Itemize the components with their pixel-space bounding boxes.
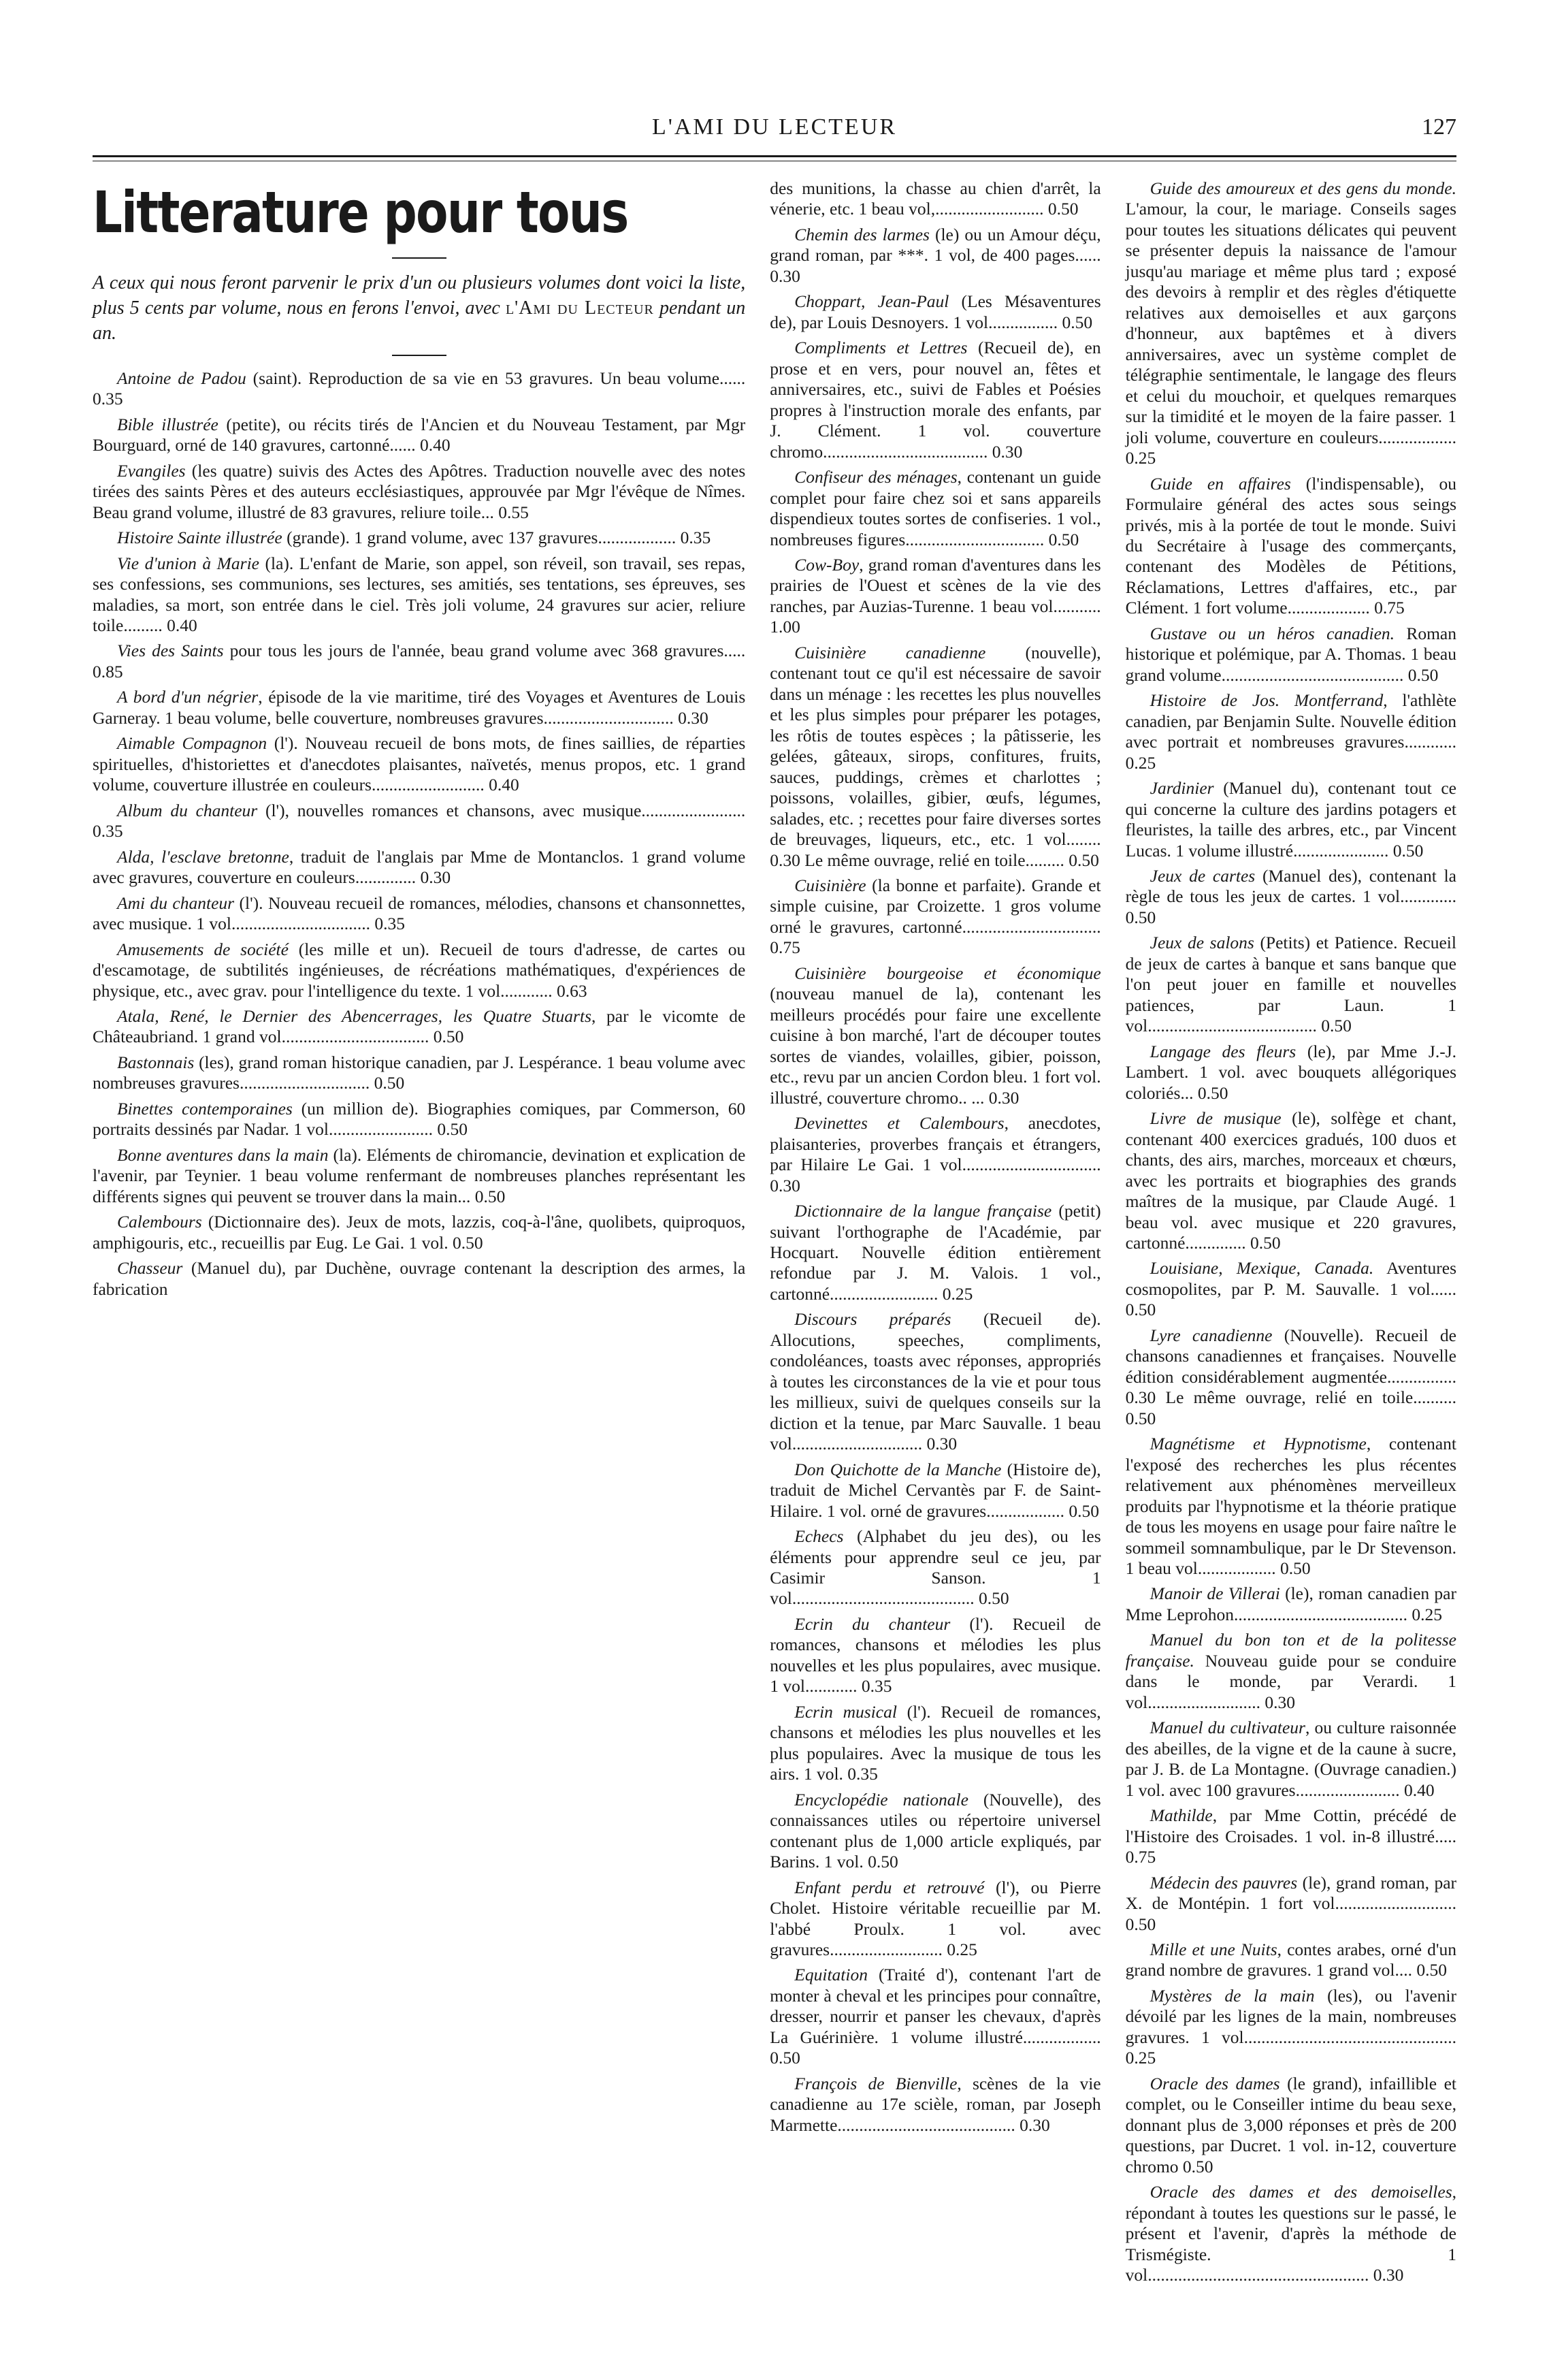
columns bbox=[93, 178, 1456, 2350]
entry-description: (la). L'enfant de Marie, son appel, son réveil, son travail, ses repas, ses confessions, ses communions, ses lectures, ses amitiés, ses tentations, ses épreuves, ses maladies, sa mort, son entrée dans le ciel. Très joli volume, 24 gravures sur acier, reliure toile......... 0.40 bbox=[93, 553, 746, 636]
header-rule bbox=[93, 155, 1456, 157]
entry-description: (Manuel du), contenant tout ce qui concerne la culture des jardins potagers et fleuristes, la taille des arbres, etc., par Vincent Lucas. 1 volume illustré...................... 0.50 bbox=[1125, 778, 1456, 861]
entry-title: Histoire de Jos. Montferrand bbox=[1149, 690, 1384, 711]
entry-title: Jeux de salons bbox=[1149, 933, 1254, 953]
entry-description: (Recueil de), en prose et en vers, pour nouvel an, fêtes et anniversaires, etc., suivi de Fables et Poésies propres à l'instruction morale des enfants, par J. Clément. 1 vol. couverture chromo...................................... 0.30 bbox=[770, 338, 1101, 462]
column-middle bbox=[770, 178, 1100, 2350]
catalogue-entry bbox=[1126, 1583, 1456, 1625]
entry-title: Cuisinière canadienne bbox=[794, 642, 986, 662]
catalogue-entry bbox=[93, 1099, 745, 1140]
entry-title: Magnétisme et Hypnotisme bbox=[1149, 1434, 1367, 1454]
entry-description: (Dictionnaire des). Jeux de mots, lazzis, coq-à-l'âne, quolibets, quiproquos, amphigouris, etc., recueillis par Eug. Le Gai. 1 vol. 0.50 bbox=[93, 1212, 746, 1253]
catalogue-entry bbox=[93, 1052, 745, 1094]
entry-title: Aimable Compagnon bbox=[117, 733, 267, 754]
entry-title: Discours préparés bbox=[794, 1309, 951, 1330]
entry-description: (le), grand roman, par X. de Montépin. 1 fort vol............................ 0.50 bbox=[1125, 1872, 1456, 1934]
entry-title: Ecrin musical bbox=[794, 1701, 897, 1722]
entry-description: (le grand), infaillible et complet, ou le Conseiller intime du beau sexe, donnant plus de 3,000 réponses et près de 200 questions, par Ducret. 1 vol. in-12, couverture chromo 0.50 bbox=[1125, 2073, 1456, 2176]
catalogue-entry bbox=[93, 528, 745, 548]
column-right bbox=[1126, 178, 1456, 2350]
catalogue-entry bbox=[770, 963, 1100, 1108]
entry-description: (nouveau manuel de la), contenant les meilleurs procédés pour faire une excellente cuisine à bon marché, l'art de découper toutes sortes de viandes, volailles, gibier, poisson, etc., revu par un ancien Cordon bleu. 1 fort vol. illustré, couverture chromo.. ... 0.30 bbox=[770, 984, 1101, 1108]
catalogue-entry bbox=[1126, 690, 1456, 773]
entry-title: Manuel du cultivateur bbox=[1149, 1718, 1305, 1738]
catalogue-entry bbox=[770, 2074, 1100, 2136]
intro-text-end: pendant un an. bbox=[93, 297, 746, 344]
intro-text: A ceux qui nous feront parvenir le prix d'un ou plusieurs volumes dont voici la liste, plus 5 cents par volume, nous en ferons l'envoi, avec bbox=[93, 272, 746, 319]
entry-description: (Petits) et Patience. Recueil de jeux de cartes à banque et sans banque que l'on peut jouer en famille et nouvelles patiences, par Laun. 1 vol....................................... 0.50 bbox=[1125, 933, 1456, 1036]
entry-title: Amusements de société bbox=[117, 939, 289, 959]
section-title: Litterature pour tous bbox=[93, 179, 628, 246]
entry-title: Manoir de Villerai bbox=[1149, 1583, 1280, 1604]
catalogue-entry bbox=[770, 178, 1100, 220]
catalogue-entry bbox=[1126, 1986, 1456, 2069]
entry-title: Evangiles bbox=[117, 460, 186, 481]
entry-description: , contes arabes, orné d'un grand nombre de gravures. 1 grand vol.... 0.50 bbox=[1125, 1939, 1456, 1980]
catalogue-entry bbox=[770, 1201, 1100, 1304]
entry-description: , l'athlète canadien, par Benjamin Sulte. Nouvelle édition avec portrait et nombreuses gravures............ 0.25 bbox=[1125, 690, 1456, 773]
entry-description: (le) ou un Amour déçu, grand roman, par ***. 1 vol, de 400 pages...... 0.30 bbox=[770, 224, 1101, 286]
entry-title: Oracle des dames bbox=[1149, 2073, 1280, 2093]
catalogue-entry bbox=[770, 338, 1100, 462]
entry-description: Aventures cosmopolites, par P. M. Sauvalle. 1 vol...... 0.50 bbox=[1125, 1258, 1456, 1320]
entry-description: (les quatre) suivis des Actes des Apôtres. Traduction nouvelle avec des notes tirées des saints Pères et des auteurs ecclésiastiques, approuvée par Mgr l'évêque de Nîmes. Beau grand volume, illustré de 83 gravures, reliure toile... 0.55 bbox=[93, 460, 746, 522]
entry-description: , par le vicomte de Châteaubriand. 1 grand vol.................................. 0.50 bbox=[93, 1006, 746, 1047]
entry-description: (grande). 1 grand volume, avec 137 gravures.................. 0.35 bbox=[282, 528, 711, 548]
catalogue-entry bbox=[93, 893, 745, 935]
entry-title: Bastonnais bbox=[117, 1052, 195, 1072]
catalogue-entry bbox=[1126, 624, 1456, 686]
catalogue-entry bbox=[93, 687, 745, 728]
entry-description: (les mille et un). Recueil de tours d'adresse, de cartes ou d'escamotage, de subtilités ingénieuses, de récréations mathématiques, d'expériences de physique, etc., avec grav. pour l'intelligence du texte. 1 vol............ 0.63 bbox=[93, 939, 746, 1001]
entry-description: (Manuel des), contenant la règle de tous les jeux de cartes. 1 vol............. 0.50 bbox=[1125, 866, 1456, 927]
entry-title: Dictionnaire de la langue française bbox=[794, 1201, 1052, 1221]
catalogue-entry bbox=[770, 643, 1100, 871]
entry-title: Bonne aventures dans la main bbox=[117, 1144, 329, 1165]
entry-description: Nouveau guide pour se conduire dans le monde, par Verardi. 1 vol.......................... 0.30 bbox=[1125, 1650, 1456, 1712]
entry-description: (Nouvelle), des connaissances utiles ou répertoire universel contenant plus de 1,000 article expliqués, par Barins. 1 vol. 0.50 bbox=[770, 1789, 1101, 1872]
entry-title: Mathilde bbox=[1149, 1805, 1213, 1826]
catalogue-entry bbox=[93, 733, 745, 795]
entry-title: Don Quichotte de la Manche bbox=[794, 1459, 1002, 1479]
entry-title: Mystères de la main bbox=[1149, 1985, 1315, 2006]
catalogue-entry bbox=[93, 368, 745, 410]
catalogue-entry bbox=[93, 641, 745, 682]
catalogue-entry bbox=[770, 1790, 1100, 1873]
catalogue-entry bbox=[770, 1702, 1100, 1785]
catalogue-entry bbox=[1126, 474, 1456, 619]
catalogue-entry bbox=[1126, 866, 1456, 928]
entry-title: Ecrin du chanteur bbox=[794, 1613, 951, 1634]
entry-description: (Histoire de), traduit de Michel Cervantès par F. de Saint-Hilaire. 1 vol. orné de gravures.................. 0.50 bbox=[770, 1459, 1101, 1521]
entry-description: , grand roman d'aventures dans les prairies de l'Ouest et scènes de la vie des ranches, par Auzias-Turenne. 1 beau vol........... 1.00 bbox=[770, 554, 1101, 637]
catalogue-entry bbox=[1126, 2074, 1456, 2177]
entry-description: (les), grand roman historique canadien, par J. Lespérance. 1 beau volume avec nombreuses gravures.............................. 0.50 bbox=[93, 1052, 746, 1093]
entry-description: (nouvelle), contenant tout ce qu'il est nécessaire de savoir dans un ménage : les recettes les plus nouvelles et les plus simples pour préparer les potages, les rôtis de toutes espèces ; la pâtisserie, les gelées, gâteaux, sirops, confitures, fruits, sauces, puddings, crèmes et charlottes ; poissons, volailles, gibier, œufs, légumes, salades, etc. ; recettes pour faire diverses sortes de breuvages, liqueurs, etc., etc. 1 vol........ 0.30 Le même ouvrage, relié en toile......... 0.50 bbox=[770, 642, 1101, 870]
entry-title: Langage des fleurs bbox=[1149, 1041, 1297, 1061]
publication-name: l'Ami du Lecteur bbox=[505, 297, 654, 319]
entry-description: , scènes de la vie canadienne au 17e scièle, roman, par Joseph Marmette......................................... 0.30 bbox=[770, 2073, 1101, 2135]
entry-title: A bord d'un négrier bbox=[117, 687, 259, 707]
catalogue-entry bbox=[770, 1460, 1100, 1522]
entry-description: (Les Mésaventures de), par Louis Desnoyers. 1 vol................ 0.50 bbox=[770, 291, 1101, 332]
catalogue-entry bbox=[1126, 178, 1456, 469]
entry-title: Oracle des dames et des demoiselles bbox=[1149, 2182, 1452, 2202]
entry-description: (la). Eléments de chiromancie, devination et explication de l'avenir, par Teynier. 1 beau volume renfermant de nombreuses planches représentant les différents signes qui peuvent se trouver dans la main... 0.50 bbox=[93, 1144, 746, 1206]
catalogue-entry bbox=[93, 415, 745, 456]
entry-description: (Alphabet du jeu des), ou les éléments pour apprendre seul ce jeu, par Casimir Sanson. 1 vol.......................................... 0.50 bbox=[770, 1526, 1101, 1609]
catalogue-entry bbox=[93, 1212, 745, 1253]
entry-description: , contenant un guide complet pour faire chez soi et sans appareils dispendieux toutes sortes de confiseries. 1 vol., nombreuses figures................................ 0.50 bbox=[770, 467, 1101, 549]
entry-description: (petite), ou récits tirés de l'Ancien et du Nouveau Testament, par Mgr Bourguard, orné de 140 gravures, cartonné...... 0.40 bbox=[93, 414, 746, 455]
entry-description: pour tous les jours de l'année, beau grand volume avec 368 gravures..... 0.85 bbox=[93, 641, 746, 681]
entry-description: (l'), ou Pierre Cholet. Histoire véritable recueillie par M. l'abbé Proulx. 1 vol. avec gravures.......................... 0.25 bbox=[770, 1877, 1101, 1959]
entry-title: Médecin des pauvres bbox=[1149, 1872, 1298, 1893]
entry-title: Album du chanteur bbox=[117, 800, 258, 820]
catalogue-entry bbox=[1126, 778, 1456, 861]
catalogue-entry bbox=[93, 1258, 745, 1300]
catalogue-entry bbox=[93, 553, 745, 637]
entry-title: Equitation bbox=[794, 1965, 868, 1985]
entry-description: L'amour, la cour, le mariage. Conseils sages pour toutes les situations délicates qui peuvent se présenter depuis la naissance de l'amour jusqu'au mariage et même plus tard ; exposé des devoirs à remplir et des règles d'étiquette relatives aux demoiselles et aux garçons d'honneur, aux baptêmes et à divers anniversaires, avec un système complet de télégraphie sentimentale, le langage des fleurs et celui du mouchoir, et quelques remarques sur la timidité et le moyen de la faire passer. 1 joli volume, couverture en couleurs.................. 0.25 bbox=[1125, 199, 1456, 468]
entry-description: Roman historique et polémique, par A. Thomas. 1 beau grand volume.......................................... 0.50 bbox=[1125, 623, 1456, 685]
catalogue-entry bbox=[770, 467, 1100, 550]
entry-description: (saint). Reproduction de sa vie en 53 gravures. Un beau volume...... 0.35 bbox=[93, 368, 746, 409]
entry-description: , traduit de l'anglais par Mme de Montanclos. 1 grand volume avec gravures, couverture en couleurs.............. 0.30 bbox=[93, 846, 746, 888]
entry-description: (le), par Mme J.-J. Lambert. 1 vol. avec bouquets allégoriques coloriés... 0.50 bbox=[1125, 1041, 1456, 1103]
entry-title: Jardinier bbox=[1149, 778, 1214, 799]
entry-description: (l'). Recueil de romances, chansons et mélodies les plus nouvelles et les plus populaires, avec musique. 1 vol............ 0.35 bbox=[770, 1613, 1101, 1696]
catalogue-entry bbox=[770, 555, 1100, 638]
page-header bbox=[93, 102, 1456, 150]
catalogue-entry bbox=[1126, 933, 1456, 1036]
title-rule bbox=[392, 257, 446, 259]
entry-description: (le), roman canadien par Mme Leprohon........................................ 0.25 bbox=[1125, 1583, 1456, 1624]
entry-description: , anecdotes, plaisanteries, proverbes français et étrangers, par Hilaire Le Gai. 1 vol................................ 0.30 bbox=[770, 1113, 1101, 1195]
entry-title: Bible illustrée bbox=[117, 414, 218, 434]
catalogue-entry bbox=[1126, 1258, 1456, 1320]
entry-description: (l'indispensable), ou Formulaire général des actes sous seings privés, mis à la portée de tout le monde. Suivi du Secrétaire à l'usage des commerçants, contenant des Modèles de Pétitions, Réclamations, Lettres d'affaires, etc., par Clément. 1 fort volume................... 0.75 bbox=[1125, 473, 1456, 618]
entry-description: (la bonne et parfaite). Grande et simple cuisine, par Croizette. 1 gros volume orné le gravures, cartonné................................ 0.75 bbox=[770, 875, 1101, 958]
entry-description: (Recueil de). Allocutions, speeches, compliments, condoléances, toasts avec réponses, appropriés à toutes les circonstances de la vie et pour tous les millieux, suivi de quelques conseils sur la diction et la tenue, par Marc Sauvalle. 1 beau vol.............................. 0.30 bbox=[770, 1309, 1101, 1454]
catalogue-entry bbox=[1126, 1873, 1456, 1935]
entry-title: Jeux de cartes bbox=[1149, 866, 1256, 886]
entry-title: Louisiane, Mexique, Canada. bbox=[1149, 1258, 1374, 1279]
catalogue-entry bbox=[1126, 1630, 1456, 1713]
catalogue-entry bbox=[93, 461, 745, 523]
catalogue-entry bbox=[1126, 1042, 1456, 1104]
catalogue-entry bbox=[1126, 1108, 1456, 1253]
entry-title: Lyre canadienne bbox=[1149, 1325, 1273, 1345]
entry-title: Vie d'union à Marie bbox=[117, 553, 259, 573]
entry-description: , par Mme Cottin, précédé de l'Histoire des Croisades. 1 vol. in-8 illustré..... 0.75 bbox=[1125, 1805, 1456, 1867]
entry-title: Alda, l'esclave bretonne bbox=[117, 846, 289, 867]
entry-description: (les), ou l'avenir dévoilé par les lignes de la main, nombreuses gravures. 1 vol................................................. 0.25 bbox=[1125, 1985, 1457, 2068]
catalogue-entry bbox=[1126, 1325, 1456, 1429]
entry-title: Vies des Saints bbox=[117, 641, 224, 661]
catalogue-entry bbox=[93, 1145, 745, 1207]
catalogue-entry bbox=[93, 847, 745, 888]
catalogue-entry bbox=[770, 1614, 1100, 1697]
entry-title: Livre de musique bbox=[1149, 1108, 1282, 1129]
entry-title: Choppart, Jean-Paul bbox=[794, 291, 949, 312]
entry-description: , ou culture raisonnée des abeilles, de la vigne et de la caune à sucre, par J. B. de La Montagne. (Ouvrage canadien.) 1 vol. avec 100 gravures........................ 0.40 bbox=[1125, 1718, 1456, 1800]
entry-description: , épisode de la vie maritime, tiré des Voyages et Aventures de Louis Garneray. 1 beau volume, belle couverture, nombreuses gravures.............................. 0.30 bbox=[93, 687, 746, 728]
entry-title: Enfant perdu et retrouvé bbox=[794, 1877, 985, 1897]
catalogue-entry bbox=[770, 1309, 1100, 1454]
entry-title: Ami du chanteur bbox=[117, 892, 235, 913]
entry-description: (le), solfège et chant, contenant 400 exercices gradués, 100 duos et chants, des airs, marches, morceaux et chœurs, avec les portraits et biographies des grands maîtres de la musique, par Claude Augé. 1 beau vol. avec musique et 220 gravures, cartonné.............. 0.50 bbox=[1125, 1108, 1456, 1253]
entry-title: Cuisinière bourgeoise et économique bbox=[794, 963, 1101, 983]
catalogue-entry bbox=[1126, 1940, 1456, 1981]
entry-title: Cuisinière bbox=[794, 875, 866, 895]
entry-title: Histoire Sainte illustrée bbox=[117, 528, 282, 548]
catalogue-entry bbox=[1126, 1805, 1456, 1867]
catalogue-entry bbox=[93, 939, 745, 1001]
entry-title: Chasseur bbox=[117, 1258, 183, 1279]
entry-description: (l'). Nouveau recueil de bons mots, de fines saillies, de réparties spirituelles, d'historiettes et d'anecdotes plaisantes, naïvetés, menus propos, etc. 1 grand volume, couverture illustrée en couleurs.......................... 0.40 bbox=[93, 733, 746, 795]
entry-title: Confiseur des ménages bbox=[794, 467, 958, 487]
entry-title: Devinettes et Calembours bbox=[794, 1113, 1005, 1133]
entry-title: Encyclopédie nationale bbox=[794, 1789, 968, 1810]
intro-rule bbox=[392, 355, 446, 356]
entry-description: (petit) suivant l'orthographe de l'Académie, par Hocquart. Nouvelle édition entièrement refondue par J. M. Valois. 1 vol., cartonné......................... 0.25 bbox=[770, 1201, 1101, 1304]
entry-title: François de Bienville bbox=[794, 2073, 958, 2093]
running-title: L'AMI DU LECTEUR bbox=[651, 114, 898, 140]
catalogue-entry bbox=[93, 801, 745, 842]
column-left bbox=[93, 178, 745, 2350]
entry-title: Manuel du bon ton et de la politesse française. bbox=[1125, 1630, 1456, 1671]
entry-title: Gustave ou un héros canadien. bbox=[1149, 623, 1395, 643]
entry-title: Antoine de Padou bbox=[117, 368, 246, 388]
catalogue-entry bbox=[770, 1113, 1100, 1196]
entry-title: Echecs bbox=[794, 1526, 844, 1547]
catalogue-entry bbox=[770, 225, 1100, 287]
entry-description: (Nouvelle). Recueil de chansons canadiennes et françaises. Nouvelle édition considérablement augmentée................ 0.30 Le même ouvrage, relié en toile.......... 0.50 bbox=[1125, 1325, 1456, 1428]
catalogue-entry bbox=[1126, 2182, 1456, 2285]
entry-title: Cow-Boy bbox=[794, 554, 860, 575]
entry-description: (l'). Recueil de romances, chansons et mélodies les plus nouvelles et les plus populaires. Avec la musique de tous les airs. 1 vol. 0.35 bbox=[770, 1701, 1101, 1784]
catalogue-entry bbox=[770, 875, 1100, 959]
entry-title: Compliments et Lettres bbox=[794, 338, 968, 358]
catalogue-entry bbox=[1126, 1434, 1456, 1579]
catalogue-entry bbox=[93, 1006, 745, 1048]
entry-description: (l'), nouvelles romances et chansons, avec musique........................ 0.35 bbox=[93, 800, 746, 841]
catalogue-entry bbox=[770, 291, 1100, 333]
entry-title: Guide des amoureux et des gens du monde. bbox=[1149, 178, 1456, 198]
entry-title: Binettes contemporaines bbox=[117, 1098, 293, 1119]
entry-title: Chemin des larmes bbox=[794, 224, 930, 244]
catalogue-entry bbox=[770, 1878, 1100, 1961]
entry-description: (l'). Nouveau recueil de romances, mélodies, chansons et chansonnettes, avec musique. 1 vol................................ 0.35 bbox=[93, 892, 746, 934]
catalogue-entry bbox=[770, 1965, 1100, 2068]
entry-title: Calembours bbox=[117, 1212, 202, 1232]
entry-title: Atala, René, le Dernier des Abencerrages, les Quatre Stuarts bbox=[117, 1006, 591, 1026]
catalogue-entry bbox=[770, 1526, 1100, 1609]
entry-title: Mille et une Nuits bbox=[1149, 1939, 1277, 1959]
page-number: 127 bbox=[1422, 114, 1456, 140]
entry-description: (un million de). Biographies comiques, par Commerson, 60 portraits dessinés par Nadar. 1 vol........................ 0.50 bbox=[93, 1098, 746, 1140]
entry-description: , répondant à toutes les questions sur le passé, le présent et l'avenir, d'après la méthode de Trismégiste. 1 vol................................................... 0.30 bbox=[1125, 2182, 1456, 2285]
entry-description: (Traité d'), contenant l'art de monter à cheval et les principes pour connaître, dresser, nourrir et panser les chevaux, d'après La Guérinière. 1 volume illustré.................. 0.50 bbox=[770, 1965, 1101, 2068]
entry-description: , contenant l'exposé des recherches les plus récentes relativement aux phénomènes merveilleux produits par l'hypnotisme et la théorie pratique de tous les moyens en usage pour faire naître le sommeil somnambulique, par le Dr Stevenson. 1 beau vol.................. 0.50 bbox=[1125, 1434, 1456, 1578]
entry-description: des munitions, la chasse au chien d'arrêt, la vénerie, etc. 1 beau vol,......................... 0.50 bbox=[770, 178, 1101, 219]
entry-title: Guide en affaires bbox=[1149, 473, 1291, 494]
catalogue-entry bbox=[1126, 1718, 1456, 1801]
entry-description: (Manuel du), par Duchène, ouvrage contenant la description des armes, la fabrication bbox=[93, 1258, 746, 1299]
section-intro bbox=[93, 271, 745, 347]
